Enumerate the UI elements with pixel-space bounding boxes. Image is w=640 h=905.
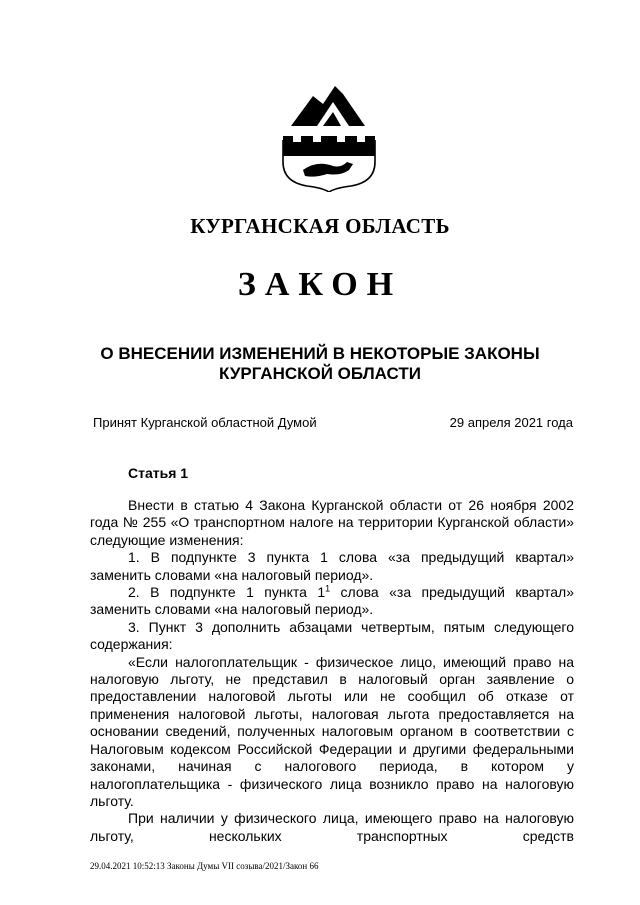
adoption-date: 29 апреля 2021 года bbox=[449, 415, 573, 430]
region-name: КУРГАНСКАЯ ОБЛАСТЬ bbox=[190, 214, 450, 238]
coat-of-arms-icon bbox=[277, 82, 381, 192]
paragraph-5: «Если налогоплательщик - физическое лицо, имеющий право на налоговую льготу, не представил в налоговый орган заявление о предоставлении налоговой льготы или не сообщил об отказе от применения налоговой льготы, налоговая льгота предоставляется на основании сведений, полученных налоговым органом в соответствии с Налоговым кодексом Российской Федерации и другими федеральными законами, начиная с налогового периода, в котором у налогоплательщика - физического лица возникло право на налоговую льготу. bbox=[90, 653, 574, 809]
footer-stamp: 29.04.2021 10:52:13 Законы Думы VII созыва/2021/Закон 66 bbox=[90, 861, 319, 871]
paragraph-1: Внести в статью 4 Закона Курганской области от 26 ноября 2002 года № 255 «О транспортном налоге на территории Курганской области» следующие изменения: bbox=[90, 497, 574, 548]
law-title bbox=[0, 344, 640, 384]
law-title-line-2: КУРГАНСКОЙ ОБЛАСТИ bbox=[219, 364, 421, 383]
article-body bbox=[90, 497, 574, 845]
paragraph-2: 1. В подпункте 3 пункта 1 слова «за предыдущий квартал» заменить словами «на налоговый период». bbox=[90, 549, 574, 583]
superscript-index: 1 bbox=[325, 583, 331, 594]
article-heading: Статья 1 bbox=[128, 465, 189, 481]
paragraph-3-end: слова «за предыдущий квартал» заменить словами «на налоговый период». bbox=[90, 584, 574, 618]
adopted-by: Принят Курганской областной Думой bbox=[93, 415, 317, 430]
paragraph-3 bbox=[90, 584, 574, 619]
paragraph-3-start: 2. В подпункте 1 пункта 1 bbox=[128, 584, 326, 601]
law-title-line-1: О ВНЕСЕНИИ ИЗМЕНЕНИЙ В НЕКОТОРЫЕ ЗАКОНЫ bbox=[100, 344, 540, 363]
paragraph-4: 3. Пункт 3 дополнить абзацами четвертым, пятым следующего содержания: bbox=[90, 618, 574, 653]
document-type: ЗАКОН bbox=[237, 266, 403, 303]
paragraph-6: При наличии у физического лица, имеющего право на налоговую льготу, нескольких транспортных средств bbox=[90, 810, 574, 844]
